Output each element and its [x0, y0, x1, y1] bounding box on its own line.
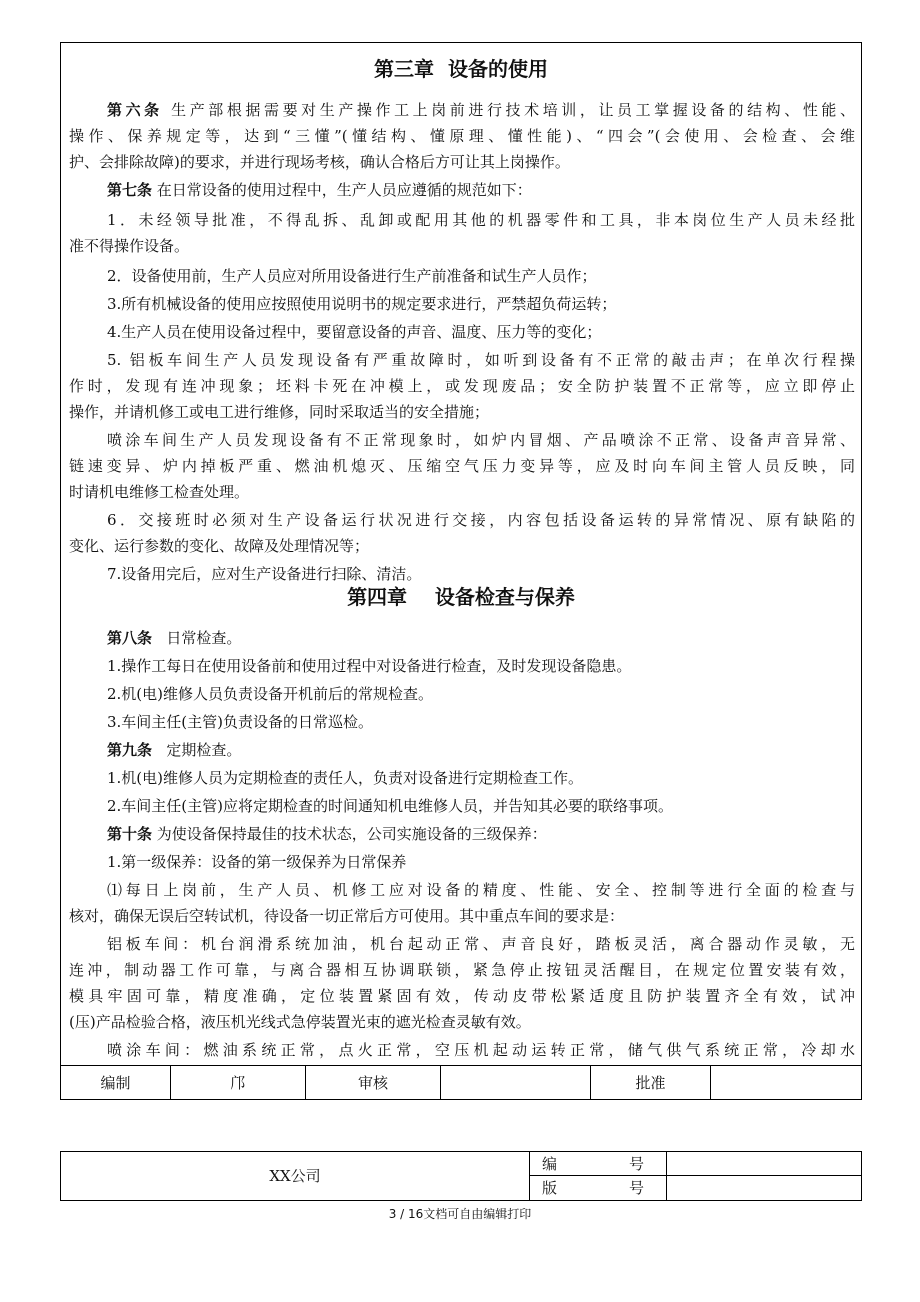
usage-item-line: 5. 铝板车间生产人员发现设备有严重故障时，如听到设备有不正常的敲击声；在单次行程操 — [107, 351, 855, 369]
article8-line — [69, 625, 855, 651]
usage-item-line: 4.生产人员在使用设备过程中，要留意设备的声音、温度、压力等的变化； — [107, 323, 602, 341]
article9-text: 定期检查。 — [166, 741, 242, 759]
article9-label: 第九条 — [107, 741, 153, 759]
chapter4-title: 第四章 设备检查与保养 — [347, 585, 575, 609]
maintenance-line: 1.第一级保养：设备的第一级保养为日常保养 — [107, 853, 407, 871]
article6-text: 生产部根据需要对生产操作工上岗前进行技术培训，让员工掌握设备的结构、性能、 — [171, 101, 855, 119]
doc-number-label-a: 编 — [542, 1155, 558, 1173]
article6-line-2: 操作、保养规定等，达到“三懂”(懂结构、懂原理、懂性能)、“四会”(会使用、会检查、会维 — [69, 127, 855, 145]
version-label-b: 号 — [628, 1179, 644, 1197]
article8-label: 第八条 — [107, 629, 153, 647]
compile-label: 编制 — [61, 1066, 171, 1100]
article10-text: 为使设备保持最佳的技术状态，公司实施设备的三级保养： — [156, 825, 547, 843]
usage-item-line: 链速变异、炉内掉板严重、燃油机熄灭、压缩空气压力变异等，应及时向车间主管人员反映，同 — [69, 457, 855, 475]
review-label: 审核 — [306, 1066, 441, 1100]
check-item-line: 3.车间主任(主管)负责设备的日常巡检。 — [107, 713, 374, 731]
maintenance-line: 连冲，制动器工作可靠，与离合器相互协调联锁，紧急停止按钮灵活醒目，在规定位置安装有效， — [69, 961, 855, 979]
footer-values — [667, 1152, 861, 1200]
version-label-a: 版 — [542, 1179, 558, 1197]
article8-text: 日常检查。 — [166, 629, 242, 647]
chapter3-title: 第三章 设备的使用 — [374, 57, 548, 81]
company-name: XX公司 — [61, 1152, 530, 1200]
usage-item-line: 准不得操作设备。 — [69, 237, 190, 255]
article7-label: 第七条 — [107, 181, 153, 199]
document-frame — [60, 42, 862, 1100]
doc-number-label — [530, 1152, 666, 1176]
article10-label: 第十条 — [107, 825, 153, 843]
check-item-line: 2.机(电)维修人员负责设备开机前后的常规检查。 — [107, 685, 434, 703]
doc-number-value[interactable] — [667, 1152, 861, 1176]
usage-item-line: 变化、运行参数的变化、故障及处理情况等； — [69, 537, 370, 555]
version-value[interactable] — [667, 1176, 861, 1200]
check-item-line: 1.机(电)维修人员为定期检查的责任人，负责对设备进行定期检查工作。 — [107, 769, 584, 787]
document-body — [61, 43, 861, 1065]
article10-line — [69, 821, 855, 847]
article7-line — [69, 177, 855, 203]
article6-line-1 — [69, 97, 855, 123]
usage-item-line: 喷涂车间生产人员发现设备有不正常现象时，如炉内冒烟、产品喷涂不正常、设备声音异常、 — [107, 431, 855, 449]
usage-item-line: 作时，发现有连冲现象；坯料卡死在冲模上，或发现废品；安全防护装置不正常等，应立即停止 — [69, 377, 855, 395]
maintenance-line: ⑴每日上岗前，生产人员、机修工应对设备的精度、性能、安全、控制等进行全面的检查与 — [107, 881, 855, 899]
compile-value-cell[interactable]: 邝 — [171, 1066, 306, 1100]
check-item-line: 2.车间主任(主管)应将定期检查的时间通知机电维修人员，并告知其必要的联络事项。 — [107, 797, 674, 815]
maintenance-line: (压)产品检验合格，液压机光线式急停装置光束的遮光检查灵敏有效。 — [69, 1013, 531, 1031]
signature-row — [61, 1065, 861, 1100]
article6-line-3: 护、会排除故障)的要求，并进行现场考核，确认合格后方可让其上岗操作。 — [69, 153, 570, 171]
maintenance-line: 喷涂车间：燃油系统正常，点火正常，空压机起动运转正常，储气供气系统正常，冷却水 — [107, 1041, 855, 1059]
maintenance-line: 模具牢固可靠，精度准确，定位装置紧固有效，传动皮带松紧适度且防护装置齐全有效，试冲 — [69, 987, 855, 1005]
usage-item-line: 6．交接班时必须对生产设备运行状况进行交接，内容包括设备运转的异常情况、原有缺陷的 — [107, 511, 855, 529]
article9-line — [69, 737, 855, 763]
usage-item-line: 2．设备使用前，生产人员应对所用设备进行生产前准备和试生产人员作； — [107, 267, 597, 285]
page-number-note: 3 / 16文档可自由编辑打印 — [388, 1207, 532, 1221]
usage-item-line: 时请机电维修工检查处理。 — [69, 483, 250, 501]
approve-label: 批准 — [591, 1066, 711, 1100]
check-item-line: 1.操作工每日在使用设备前和使用过程中对设备进行检查，及时发现设备隐患。 — [107, 657, 632, 675]
usage-item-line: 操作，并请机修工或电工进行维修，同时采取适当的安全措施； — [69, 403, 490, 421]
usage-item-line: 1．未经领导批准，不得乱拆、乱卸或配用其他的机器零件和工具，非本岗位生产人员未经批 — [107, 211, 855, 229]
usage-item-line: 3.所有机械设备的使用应按照使用说明书的规定要求进行，严禁超负荷运转； — [107, 295, 617, 313]
review-value-cell[interactable] — [441, 1066, 591, 1100]
article7-text: 在日常设备的使用过程中，生产人员应遵循的规范如下： — [156, 181, 532, 199]
maintenance-line: 核对，确保无误后空转试机，待设备一切正常后方可使用。其中重点车间的要求是： — [69, 907, 625, 925]
approve-value-cell[interactable] — [711, 1066, 861, 1100]
document-footer-table — [60, 1151, 862, 1201]
maintenance-line: 铝板车间：机台润滑系统加油，机台起动正常、声音良好，踏板灵活，离合器动作灵敏，无 — [107, 935, 855, 953]
version-label — [530, 1176, 666, 1200]
usage-item-line: 7.设备用完后，应对生产设备进行扫除、清洁。 — [107, 565, 422, 583]
article6-label: 第六条 — [107, 101, 163, 119]
doc-number-label-b: 号 — [628, 1155, 644, 1173]
footer-labels — [530, 1152, 667, 1200]
